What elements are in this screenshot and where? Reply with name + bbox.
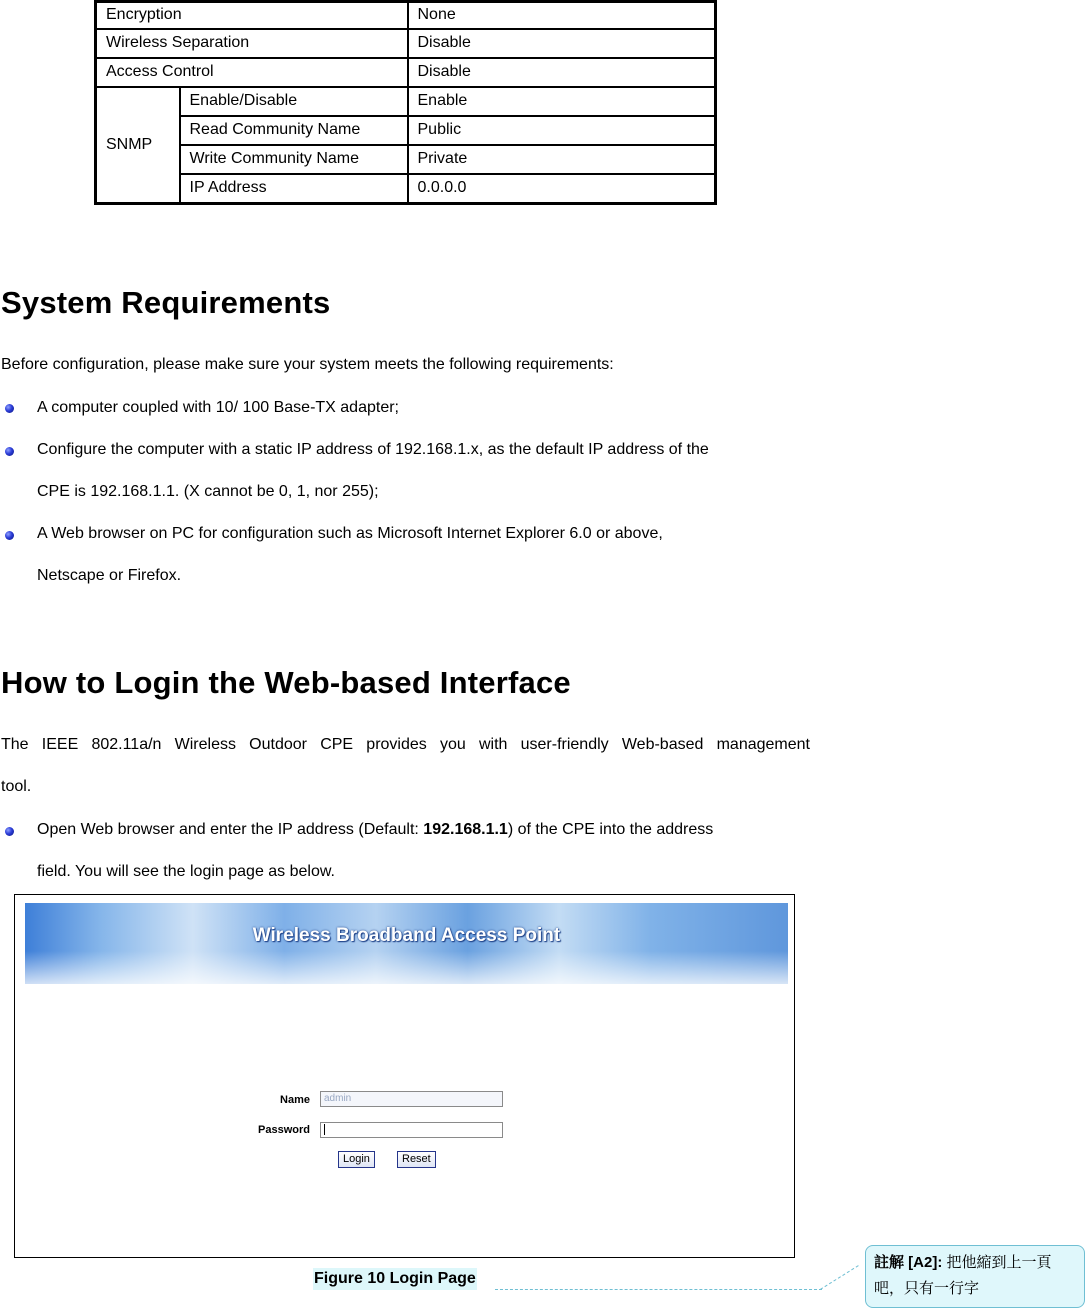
comment-text: 把他縮到上一頁: [942, 1254, 1052, 1271]
comment-line-1: [874, 1250, 1076, 1276]
sysreq-bullet-3-line-2: Netscape or Firefox.: [37, 567, 182, 584]
row-label: Read Community Name: [180, 116, 408, 145]
bullet-icon: [5, 404, 14, 413]
table-row: [96, 174, 716, 204]
row-value: Disable: [408, 58, 716, 87]
settings-table: [94, 0, 717, 205]
row-label: Access Control: [96, 58, 408, 87]
sysreq-bullet-3-line-1: A Web browser on PC for configuration such as Microsoft Internet Explorer 6.0 or above,: [37, 525, 663, 542]
bullet-icon: [5, 447, 14, 456]
name-input[interactable]: admin: [320, 1091, 503, 1107]
comment-connector: [495, 1289, 822, 1290]
login-intro-line-1: The IEEE 802.11a/n Wireless Outdoor CPE provides you with user-friendly Web-based management: [1, 736, 810, 753]
row-label: Encryption: [96, 2, 408, 29]
login-bullet-text: Open Web browser and enter the IP address (Default:: [37, 821, 424, 838]
table-row: [96, 58, 716, 87]
row-label: Wireless Separation: [96, 29, 408, 58]
table-row: [96, 145, 716, 174]
login-heading: How to Login the Web-based Interface: [1, 665, 571, 700]
review-comment[interactable]: [865, 1245, 1085, 1308]
login-page-figure: [14, 894, 795, 1258]
comment-connector: [820, 1265, 859, 1290]
row-label: Enable/Disable: [180, 87, 408, 116]
comment-line-2: 吧，只有一行字: [874, 1280, 980, 1297]
sysreq-intro: Before configuration, please make sure your system meets the following requirements:: [1, 356, 614, 373]
login-button[interactable]: Login: [338, 1151, 375, 1168]
login-bullet-text: ) of the CPE into the address: [507, 821, 714, 838]
row-value: Enable: [408, 87, 716, 116]
row-value: Public: [408, 116, 716, 145]
comment-tag: 註解 [A2]:: [874, 1254, 943, 1271]
banner: [25, 903, 788, 984]
row-value: None: [408, 2, 716, 29]
login-bullet-line-1: [37, 809, 810, 851]
reset-button[interactable]: Reset: [397, 1151, 436, 1168]
row-label: Write Community Name: [180, 145, 408, 174]
row-value: Disable: [408, 29, 716, 58]
sysreq-bullet-2-line-1: Configure the computer with a static IP address of 192.168.1.x, as the default IP address of the: [37, 441, 709, 458]
login-bullet-line-2: field. You will see the login page as below.: [37, 863, 335, 880]
bullet-icon: [5, 531, 14, 540]
default-ip: 192.168.1.1: [423, 821, 508, 838]
password-label: Password: [258, 1124, 310, 1136]
system-requirements-heading: System Requirements: [1, 285, 331, 320]
sysreq-bullet-1: A computer coupled with 10/ 100 Base-TX adapter;: [37, 399, 399, 416]
snmp-label: SNMP: [96, 87, 180, 204]
login-intro-line-2: tool.: [1, 778, 32, 795]
name-label: Name: [280, 1094, 310, 1106]
table-row: [96, 87, 716, 116]
table-row: [96, 29, 716, 58]
sysreq-bullet-2-line-2: CPE is 192.168.1.1. (X cannot be 0, 1, nor 255);: [37, 483, 379, 500]
figure-caption: Figure 10 Login Page: [313, 1268, 477, 1290]
table-row: [96, 116, 716, 145]
row-value: 0.0.0.0: [408, 174, 716, 204]
table-row: [96, 2, 716, 29]
bullet-icon: [5, 827, 14, 836]
row-value: Private: [408, 145, 716, 174]
password-input[interactable]: [320, 1122, 503, 1138]
row-label: IP Address: [180, 174, 408, 204]
banner-title: Wireless Broadband Access Point: [252, 925, 561, 946]
